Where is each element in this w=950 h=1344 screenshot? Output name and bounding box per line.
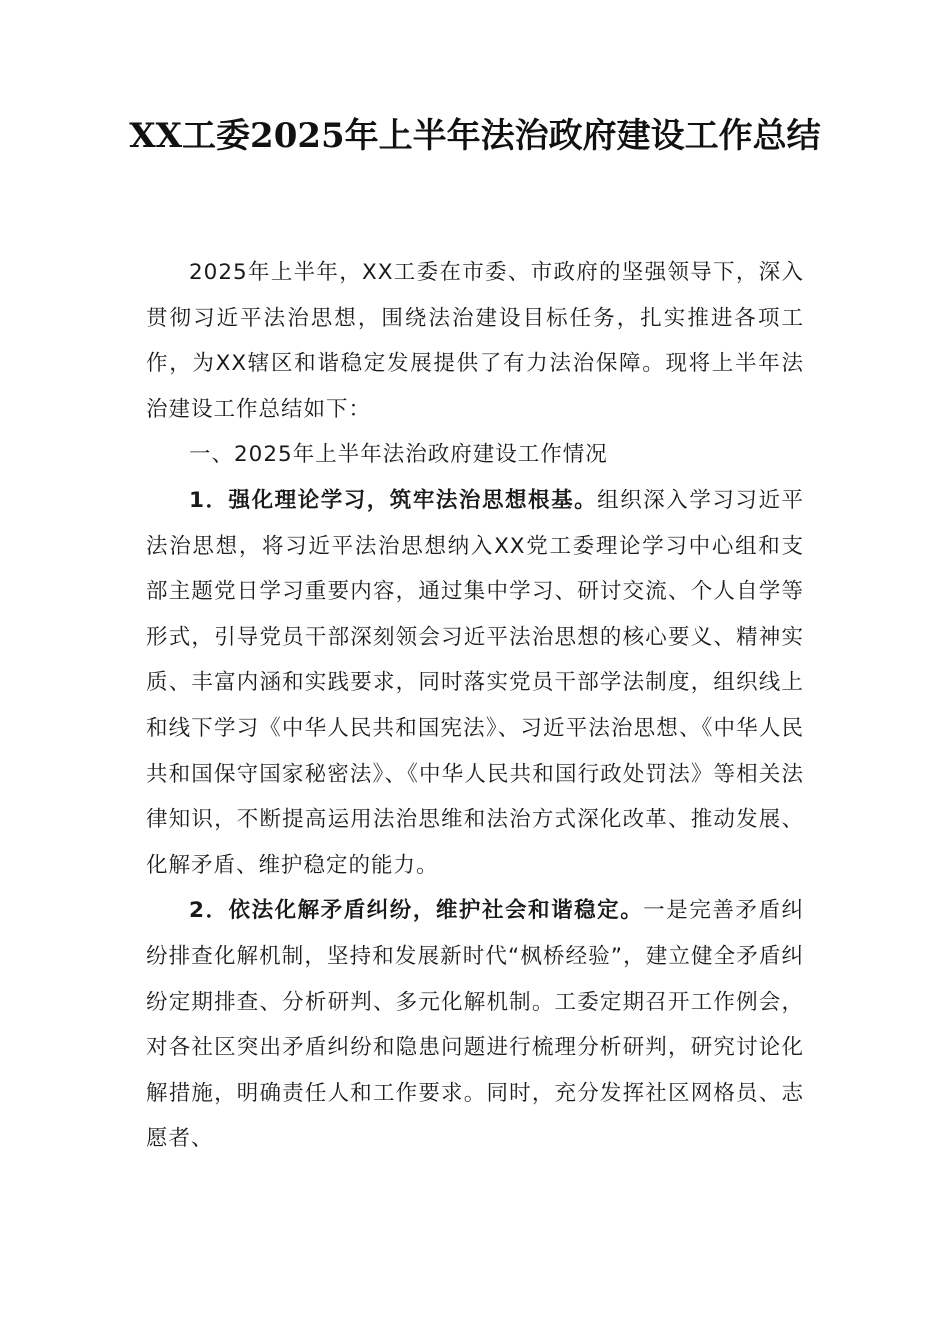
item-1-paragraph [146,478,804,888]
item-1-text: 组织深入学习习近平法治思想，将习近平法治思想纳入XX党工委理论学习中心组和支部主题党日学习重要内容，通过集中学习、研讨交流、个人自学等形式，引导党员干部深刻领会习近平法治思想的核心要义、精神实质、丰富内涵和实践要求，同时落实党员干部学法制度，组织线上和线下学习《中华人民共和国宪法》、习近平法治思想、《中华人民共和国保守国家秘密法》、《中华人民共和国行政处罚法》等相关法律知识，不断提高运用法治思维和法治方式深化改革、推动发展、化解矛盾、维护稳定的能力。 [146,487,804,878]
section-heading-1: 一、2025年上半年法治政府建设工作情况 [189,442,608,468]
item-2-text: 一是完善矛盾纠纷排查化解机制，坚持和发展新时代“枫桥经验”，建立健全矛盾纠纷定期排查、分析研判、多元化解机制。工委定期召开工作例会，对各社区突出矛盾纠纷和隐患问题进行梳理分析研判，研究讨论化解措施，明确责任人和工作要求。同时，充分发挥社区网格员、志愿者、 [146,898,804,1152]
item-2-lead: 2．依法化解矛盾纠纷，维护社会和谐稳定。 [189,898,644,924]
item-1-lead: 1．强化理论学习，筑牢法治思想根基。 [189,487,598,513]
document-title: XX工委2025年上半年法治政府建设工作总结 [129,116,821,156]
document-body [146,250,804,1162]
item-2-paragraph [146,888,804,1162]
intro-paragraph: 2025年上半年，XX工委在市委、市政府的坚强领导下，深入贯彻习近平法治思想，围绕法治建设目标任务，扎实推进各项工作，为XX辖区和谐稳定发展提供了有力法治保障。现将上半年法治建设工作总结如下： [146,260,804,422]
